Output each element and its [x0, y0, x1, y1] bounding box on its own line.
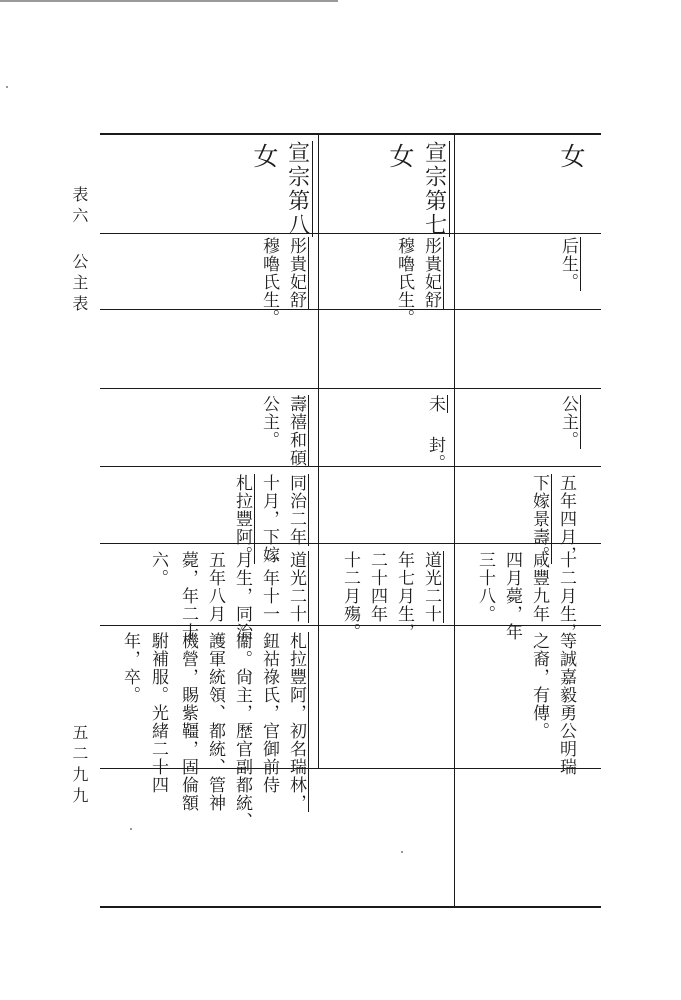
row-rule: [100, 543, 601, 544]
col1-life-line: 四月薨，年: [502, 551, 523, 641]
col2-title: 女: [386, 143, 415, 168]
scan-dot: [130, 828, 132, 830]
col1-marriage-line: 五年四月，: [556, 474, 577, 564]
col2-life-line: 年七月生，: [394, 551, 415, 641]
col2-heading: 宣宗第七: [421, 141, 450, 237]
col1-mother: 后生。: [558, 237, 581, 291]
col3-life-line: 五年八月: [205, 551, 226, 623]
row-rule: [100, 309, 601, 310]
col3-consort-line: 衞。尙主，歷官副都統、: [232, 632, 253, 830]
col2-life-line: 二十四年: [367, 551, 388, 623]
col2-rank-line: 未: [425, 395, 448, 413]
row-rule: [100, 466, 601, 467]
table-rule-bottom: [100, 906, 601, 908]
col3-rank-line: 壽禧和碩: [286, 395, 309, 467]
col3-rank-line: 公主。: [259, 395, 280, 449]
col3-consort-line: 護軍統領、都統、管神: [205, 632, 226, 812]
row-rule: [100, 388, 601, 389]
col3-life-line: 月生，同治: [232, 551, 253, 641]
col3-consort-line: 鈕祜祿氏，官御前侍: [259, 632, 280, 794]
scan-dot: [6, 86, 8, 88]
top-rule: [0, 0, 338, 2]
col2-life-line: 道光二十: [421, 551, 444, 623]
col2-rank-line: 封。: [425, 436, 446, 472]
col1-marriage-line: 下嫁景壽。: [529, 474, 552, 564]
table-name: 公主表: [69, 253, 89, 316]
col3-title: 女: [250, 143, 279, 168]
column-divider: [318, 133, 319, 768]
col3-consort-line: 駙補服。光緒二十四: [148, 632, 169, 794]
col3-life-line: 一年十一: [259, 551, 280, 623]
col1-life-line: 咸豐九年: [529, 551, 550, 623]
col1-life-line: 十二月生，: [556, 551, 577, 641]
col3-life-line: 薨，年二十: [178, 551, 199, 641]
col1-consort-line: 之裔，有傳。: [529, 632, 550, 740]
column-divider: [454, 133, 455, 907]
row-rule: [100, 233, 601, 234]
col3-mother-line: 彤貴妃舒: [286, 237, 309, 309]
col2-life-line: 十二月殤。: [340, 551, 361, 641]
scan-dot: [401, 851, 403, 853]
col2-mother-line: 穆嚕氏生。: [394, 237, 415, 327]
col3-heading: 宣宗第八: [284, 141, 313, 237]
col1-title: 女: [557, 143, 586, 168]
col3-consort-line: 機營，賜紫韁，固倫額: [178, 632, 199, 812]
col1-consort-line: 等誠嘉毅勇公明瑞: [556, 632, 577, 776]
col3-mother-line: 穆嚕氏生。: [259, 237, 280, 327]
col3-life-line: 六。: [148, 551, 169, 587]
col3-consort-line: 札拉豐阿，初名瑞林，: [286, 632, 309, 812]
page-number: 五二九九: [69, 724, 89, 808]
col2-mother-line: 彤貴妃舒: [421, 237, 444, 309]
col3-marriage-line: 十月，下嫁: [259, 474, 280, 564]
col3-marriage-line: 同治二年: [286, 474, 309, 546]
col3-consort-line: 年，卒。: [120, 632, 141, 704]
col3-life-line: 道光二十: [286, 551, 309, 623]
table-rule-top: [100, 133, 601, 135]
col1-rank: 公主。: [558, 395, 581, 449]
row-rule: [100, 768, 601, 769]
col3-marriage-line: 札拉豐阿。: [232, 474, 255, 564]
table-label: 表六: [69, 186, 89, 228]
col1-life-line: 三十八。: [475, 551, 496, 623]
